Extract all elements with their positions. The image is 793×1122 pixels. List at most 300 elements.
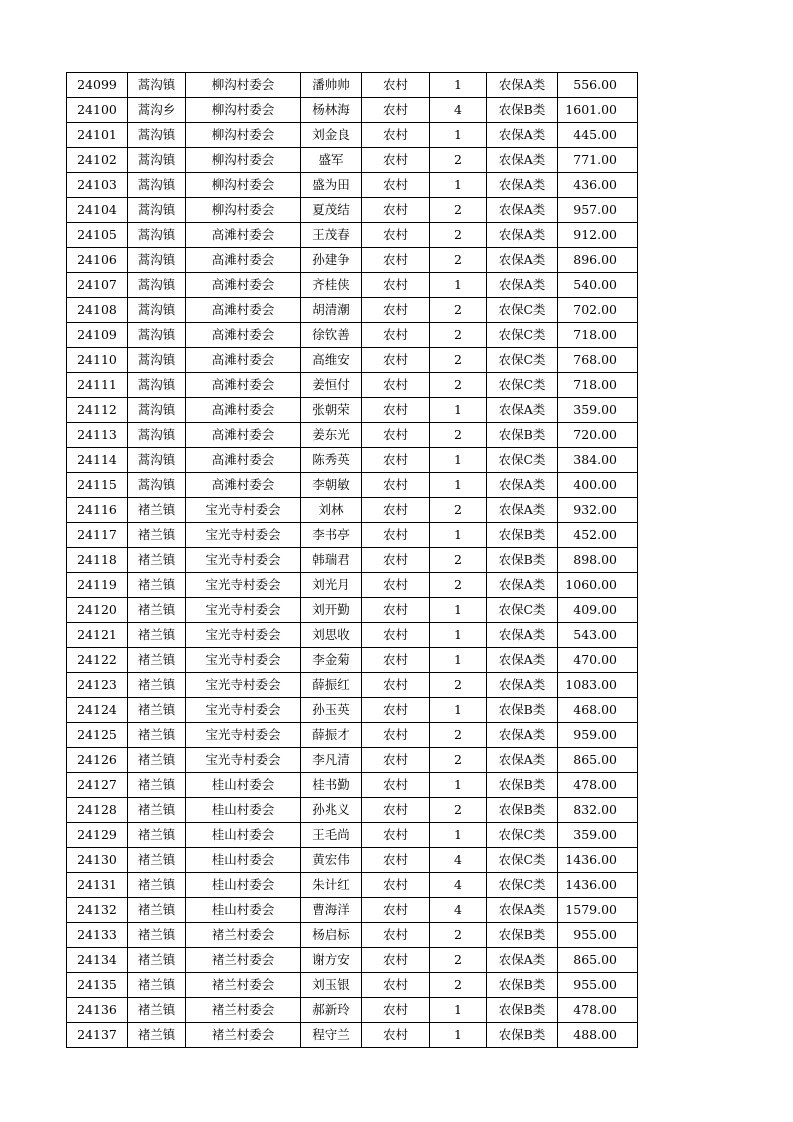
household-type-cell: 农村 <box>362 398 430 423</box>
insurance-category-cell: 农保C类 <box>487 348 558 373</box>
person-name-cell: 刘玉银 <box>301 973 362 998</box>
member-count-cell: 1 <box>430 773 487 798</box>
table-row <box>67 523 638 548</box>
member-count-cell: 4 <box>430 98 487 123</box>
table-row <box>67 273 638 298</box>
member-count-cell: 1 <box>430 648 487 673</box>
town-cell: 褚兰镇 <box>128 523 186 548</box>
record-id-cell: 24116 <box>67 498 128 523</box>
person-name-cell: 张朝荣 <box>301 398 362 423</box>
insurance-category-cell: 农保C类 <box>487 373 558 398</box>
village-committee-cell: 宝光寺村委会 <box>186 548 301 573</box>
household-type-cell: 农村 <box>362 423 430 448</box>
person-name-cell: 孙玉英 <box>301 698 362 723</box>
record-id-cell: 24113 <box>67 423 128 448</box>
village-committee-cell: 宝光寺村委会 <box>186 648 301 673</box>
amount-cell: 912.00 <box>558 223 638 248</box>
member-count-cell: 1 <box>430 123 487 148</box>
insurance-category-cell: 农保B类 <box>487 998 558 1023</box>
town-cell: 蒿沟镇 <box>128 173 186 198</box>
amount-cell: 470.00 <box>558 648 638 673</box>
insurance-category-cell: 农保B类 <box>487 523 558 548</box>
record-id-cell: 24120 <box>67 598 128 623</box>
table-row <box>67 248 638 273</box>
town-cell: 蒿沟镇 <box>128 323 186 348</box>
record-id-cell: 24119 <box>67 573 128 598</box>
table-row <box>67 473 638 498</box>
household-type-cell: 农村 <box>362 273 430 298</box>
household-type-cell: 农村 <box>362 723 430 748</box>
table-row <box>67 98 638 123</box>
village-committee-cell: 褚兰村委会 <box>186 998 301 1023</box>
amount-cell: 932.00 <box>558 498 638 523</box>
member-count-cell: 1 <box>430 523 487 548</box>
insurance-category-cell: 农保C类 <box>487 323 558 348</box>
village-committee-cell: 桂山村委会 <box>186 798 301 823</box>
amount-cell: 384.00 <box>558 448 638 473</box>
table-row <box>67 573 638 598</box>
household-type-cell: 农村 <box>362 123 430 148</box>
amount-cell: 452.00 <box>558 523 638 548</box>
village-committee-cell: 高滩村委会 <box>186 348 301 373</box>
amount-cell: 957.00 <box>558 198 638 223</box>
household-type-cell: 农村 <box>362 948 430 973</box>
record-id-cell: 24125 <box>67 723 128 748</box>
household-type-cell: 农村 <box>362 748 430 773</box>
person-name-cell: 潘帅帅 <box>301 73 362 98</box>
village-committee-cell: 柳沟村委会 <box>186 73 301 98</box>
table-row <box>67 373 638 398</box>
member-count-cell: 2 <box>430 948 487 973</box>
table-row <box>67 948 638 973</box>
town-cell: 蒿沟镇 <box>128 123 186 148</box>
village-committee-cell: 宝光寺村委会 <box>186 523 301 548</box>
town-cell: 蒿沟镇 <box>128 448 186 473</box>
household-type-cell: 农村 <box>362 498 430 523</box>
village-committee-cell: 宝光寺村委会 <box>186 748 301 773</box>
town-cell: 蒿沟镇 <box>128 248 186 273</box>
amount-cell: 718.00 <box>558 323 638 348</box>
insurance-category-cell: 农保C类 <box>487 823 558 848</box>
member-count-cell: 2 <box>430 423 487 448</box>
member-count-cell: 1 <box>430 398 487 423</box>
amount-cell: 436.00 <box>558 173 638 198</box>
table-row <box>67 873 638 898</box>
insurance-category-cell: 农保C类 <box>487 298 558 323</box>
insurance-category-cell: 农保A类 <box>487 648 558 673</box>
record-id-cell: 24110 <box>67 348 128 373</box>
amount-cell: 1579.00 <box>558 898 638 923</box>
person-name-cell: 盛军 <box>301 148 362 173</box>
town-cell: 蒿沟镇 <box>128 373 186 398</box>
amount-cell: 896.00 <box>558 248 638 273</box>
insurance-category-cell: 农保B类 <box>487 923 558 948</box>
person-name-cell: 李朝敏 <box>301 473 362 498</box>
table-row <box>67 973 638 998</box>
household-type-cell: 农村 <box>362 523 430 548</box>
table-row <box>67 348 638 373</box>
member-count-cell: 1 <box>430 173 487 198</box>
household-type-cell: 农村 <box>362 248 430 273</box>
insurance-category-cell: 农保A类 <box>487 273 558 298</box>
town-cell: 褚兰镇 <box>128 723 186 748</box>
amount-cell: 718.00 <box>558 373 638 398</box>
member-count-cell: 1 <box>430 623 487 648</box>
insurance-category-cell: 农保B类 <box>487 798 558 823</box>
village-committee-cell: 褚兰村委会 <box>186 973 301 998</box>
amount-cell: 865.00 <box>558 748 638 773</box>
amount-cell: 359.00 <box>558 398 638 423</box>
insurance-category-cell: 农保A类 <box>487 473 558 498</box>
person-name-cell: 盛为田 <box>301 173 362 198</box>
person-name-cell: 李凡清 <box>301 748 362 773</box>
person-name-cell: 胡清潮 <box>301 298 362 323</box>
person-name-cell: 郝新玲 <box>301 998 362 1023</box>
village-committee-cell: 宝光寺村委会 <box>186 623 301 648</box>
amount-cell: 1083.00 <box>558 673 638 698</box>
table-row <box>67 498 638 523</box>
member-count-cell: 2 <box>430 748 487 773</box>
table-row <box>67 223 638 248</box>
record-id-cell: 24121 <box>67 623 128 648</box>
village-committee-cell: 宝光寺村委会 <box>186 698 301 723</box>
amount-cell: 1436.00 <box>558 848 638 873</box>
person-name-cell: 齐桂侠 <box>301 273 362 298</box>
household-type-cell: 农村 <box>362 223 430 248</box>
amount-cell: 540.00 <box>558 273 638 298</box>
table-row <box>67 898 638 923</box>
village-committee-cell: 桂山村委会 <box>186 823 301 848</box>
insurance-category-cell: 农保B类 <box>487 548 558 573</box>
member-count-cell: 2 <box>430 923 487 948</box>
member-count-cell: 2 <box>430 298 487 323</box>
town-cell: 褚兰镇 <box>128 648 186 673</box>
person-name-cell: 孙兆义 <box>301 798 362 823</box>
village-committee-cell: 褚兰村委会 <box>186 923 301 948</box>
record-id-cell: 24106 <box>67 248 128 273</box>
record-id-cell: 24105 <box>67 223 128 248</box>
member-count-cell: 1 <box>430 998 487 1023</box>
record-id-cell: 24100 <box>67 98 128 123</box>
member-count-cell: 2 <box>430 223 487 248</box>
person-name-cell: 刘光月 <box>301 573 362 598</box>
member-count-cell: 2 <box>430 723 487 748</box>
insurance-category-cell: 农保C类 <box>487 448 558 473</box>
village-committee-cell: 柳沟村委会 <box>186 173 301 198</box>
insurance-category-cell: 农保C类 <box>487 873 558 898</box>
table-row <box>67 423 638 448</box>
member-count-cell: 4 <box>430 848 487 873</box>
town-cell: 蒿沟镇 <box>128 223 186 248</box>
village-committee-cell: 桂山村委会 <box>186 898 301 923</box>
household-type-cell: 农村 <box>362 298 430 323</box>
village-committee-cell: 高滩村委会 <box>186 298 301 323</box>
amount-cell: 898.00 <box>558 548 638 573</box>
insurance-category-cell: 农保A类 <box>487 573 558 598</box>
amount-cell: 445.00 <box>558 123 638 148</box>
insurance-category-cell: 农保A类 <box>487 723 558 748</box>
town-cell: 蒿沟镇 <box>128 148 186 173</box>
table-row <box>67 198 638 223</box>
record-id-cell: 24137 <box>67 1023 128 1048</box>
village-committee-cell: 高滩村委会 <box>186 323 301 348</box>
insurance-category-cell: 农保A类 <box>487 73 558 98</box>
town-cell: 褚兰镇 <box>128 548 186 573</box>
record-id-cell: 24132 <box>67 898 128 923</box>
data-table <box>66 72 638 1048</box>
household-type-cell: 农村 <box>362 973 430 998</box>
town-cell: 褚兰镇 <box>128 848 186 873</box>
amount-cell: 556.00 <box>558 73 638 98</box>
household-type-cell: 农村 <box>362 873 430 898</box>
town-cell: 褚兰镇 <box>128 923 186 948</box>
table-row <box>67 923 638 948</box>
member-count-cell: 4 <box>430 898 487 923</box>
table-row <box>67 598 638 623</box>
record-id-cell: 24133 <box>67 923 128 948</box>
person-name-cell: 姜东光 <box>301 423 362 448</box>
record-id-cell: 24114 <box>67 448 128 473</box>
insurance-category-cell: 农保B类 <box>487 98 558 123</box>
person-name-cell: 谢方安 <box>301 948 362 973</box>
village-committee-cell: 高滩村委会 <box>186 373 301 398</box>
town-cell: 蒿沟镇 <box>128 473 186 498</box>
household-type-cell: 农村 <box>362 773 430 798</box>
town-cell: 蒿沟镇 <box>128 398 186 423</box>
household-type-cell: 农村 <box>362 698 430 723</box>
table-row <box>67 123 638 148</box>
record-id-cell: 24127 <box>67 773 128 798</box>
record-id-cell: 24111 <box>67 373 128 398</box>
member-count-cell: 1 <box>430 273 487 298</box>
insurance-category-cell: 农保A类 <box>487 223 558 248</box>
amount-cell: 720.00 <box>558 423 638 448</box>
table-row <box>67 648 638 673</box>
household-type-cell: 农村 <box>362 73 430 98</box>
household-type-cell: 农村 <box>362 173 430 198</box>
table-row <box>67 148 638 173</box>
household-type-cell: 农村 <box>362 323 430 348</box>
amount-cell: 768.00 <box>558 348 638 373</box>
member-count-cell: 1 <box>430 73 487 98</box>
amount-cell: 478.00 <box>558 998 638 1023</box>
member-count-cell: 2 <box>430 148 487 173</box>
town-cell: 褚兰镇 <box>128 623 186 648</box>
town-cell: 蒿沟镇 <box>128 73 186 98</box>
member-count-cell: 2 <box>430 573 487 598</box>
record-id-cell: 24117 <box>67 523 128 548</box>
person-name-cell: 程守兰 <box>301 1023 362 1048</box>
record-id-cell: 24129 <box>67 823 128 848</box>
village-committee-cell: 宝光寺村委会 <box>186 673 301 698</box>
table-row <box>67 623 638 648</box>
record-id-cell: 24134 <box>67 948 128 973</box>
table-row <box>67 748 638 773</box>
amount-cell: 468.00 <box>558 698 638 723</box>
person-name-cell: 姜恒付 <box>301 373 362 398</box>
record-id-cell: 24103 <box>67 173 128 198</box>
record-id-cell: 24124 <box>67 698 128 723</box>
member-count-cell: 2 <box>430 323 487 348</box>
village-committee-cell: 柳沟村委会 <box>186 98 301 123</box>
member-count-cell: 4 <box>430 873 487 898</box>
insurance-category-cell: 农保A类 <box>487 623 558 648</box>
member-count-cell: 2 <box>430 548 487 573</box>
member-count-cell: 2 <box>430 798 487 823</box>
household-type-cell: 农村 <box>362 898 430 923</box>
person-name-cell: 刘开勤 <box>301 598 362 623</box>
table-row <box>67 73 638 98</box>
village-committee-cell: 高滩村委会 <box>186 423 301 448</box>
table-row <box>67 673 638 698</box>
insurance-category-cell: 农保A类 <box>487 398 558 423</box>
table-row <box>67 298 638 323</box>
town-cell: 褚兰镇 <box>128 873 186 898</box>
village-committee-cell: 桂山村委会 <box>186 848 301 873</box>
person-name-cell: 王茂春 <box>301 223 362 248</box>
person-name-cell: 孙建争 <box>301 248 362 273</box>
amount-cell: 1436.00 <box>558 873 638 898</box>
person-name-cell: 王毛尚 <box>301 823 362 848</box>
village-committee-cell: 高滩村委会 <box>186 473 301 498</box>
town-cell: 蒿沟镇 <box>128 298 186 323</box>
town-cell: 褚兰镇 <box>128 898 186 923</box>
table-row <box>67 798 638 823</box>
record-id-cell: 24104 <box>67 198 128 223</box>
table-row <box>67 698 638 723</box>
record-id-cell: 24102 <box>67 148 128 173</box>
amount-cell: 702.00 <box>558 298 638 323</box>
amount-cell: 832.00 <box>558 798 638 823</box>
household-type-cell: 农村 <box>362 823 430 848</box>
insurance-category-cell: 农保B类 <box>487 773 558 798</box>
village-committee-cell: 宝光寺村委会 <box>186 573 301 598</box>
amount-cell: 865.00 <box>558 948 638 973</box>
record-id-cell: 24131 <box>67 873 128 898</box>
member-count-cell: 2 <box>430 198 487 223</box>
household-type-cell: 农村 <box>362 373 430 398</box>
table-row <box>67 848 638 873</box>
town-cell: 褚兰镇 <box>128 573 186 598</box>
amount-cell: 1601.00 <box>558 98 638 123</box>
person-name-cell: 杨林海 <box>301 98 362 123</box>
town-cell: 褚兰镇 <box>128 798 186 823</box>
town-cell: 蒿沟乡 <box>128 98 186 123</box>
town-cell: 褚兰镇 <box>128 998 186 1023</box>
insurance-category-cell: 农保A类 <box>487 498 558 523</box>
insurance-category-cell: 农保B类 <box>487 423 558 448</box>
household-type-cell: 农村 <box>362 598 430 623</box>
amount-cell: 955.00 <box>558 973 638 998</box>
household-type-cell: 农村 <box>362 673 430 698</box>
insurance-category-cell: 农保A类 <box>487 173 558 198</box>
household-type-cell: 农村 <box>362 448 430 473</box>
village-committee-cell: 柳沟村委会 <box>186 198 301 223</box>
household-type-cell: 农村 <box>362 623 430 648</box>
person-name-cell: 桂书勤 <box>301 773 362 798</box>
person-name-cell: 韩瑞君 <box>301 548 362 573</box>
village-committee-cell: 高滩村委会 <box>186 248 301 273</box>
town-cell: 蒿沟镇 <box>128 273 186 298</box>
town-cell: 褚兰镇 <box>128 698 186 723</box>
record-id-cell: 24099 <box>67 73 128 98</box>
village-committee-cell: 桂山村委会 <box>186 773 301 798</box>
member-count-cell: 2 <box>430 373 487 398</box>
insurance-category-cell: 农保A类 <box>487 123 558 148</box>
record-id-cell: 24107 <box>67 273 128 298</box>
amount-cell: 959.00 <box>558 723 638 748</box>
record-id-cell: 24128 <box>67 798 128 823</box>
record-id-cell: 24135 <box>67 973 128 998</box>
household-type-cell: 农村 <box>362 848 430 873</box>
village-committee-cell: 柳沟村委会 <box>186 123 301 148</box>
town-cell: 褚兰镇 <box>128 748 186 773</box>
household-type-cell: 农村 <box>362 1023 430 1048</box>
insurance-category-cell: 农保A类 <box>487 198 558 223</box>
member-count-cell: 2 <box>430 673 487 698</box>
town-cell: 褚兰镇 <box>128 948 186 973</box>
person-name-cell: 刘金良 <box>301 123 362 148</box>
household-type-cell: 农村 <box>362 923 430 948</box>
amount-cell: 488.00 <box>558 1023 638 1048</box>
person-name-cell: 薛振才 <box>301 723 362 748</box>
village-committee-cell: 宝光寺村委会 <box>186 598 301 623</box>
member-count-cell: 2 <box>430 973 487 998</box>
household-type-cell: 农村 <box>362 798 430 823</box>
town-cell: 蒿沟镇 <box>128 198 186 223</box>
town-cell: 蒿沟镇 <box>128 423 186 448</box>
amount-cell: 771.00 <box>558 148 638 173</box>
insurance-category-cell: 农保A类 <box>487 748 558 773</box>
household-type-cell: 农村 <box>362 548 430 573</box>
member-count-cell: 1 <box>430 598 487 623</box>
village-committee-cell: 柳沟村委会 <box>186 148 301 173</box>
record-id-cell: 24109 <box>67 323 128 348</box>
insurance-category-cell: 农保A类 <box>487 248 558 273</box>
member-count-cell: 1 <box>430 698 487 723</box>
person-name-cell: 杨启标 <box>301 923 362 948</box>
person-name-cell: 刘思收 <box>301 623 362 648</box>
table-row <box>67 1023 638 1048</box>
insurance-category-cell: 农保B类 <box>487 698 558 723</box>
town-cell: 褚兰镇 <box>128 973 186 998</box>
insurance-category-cell: 农保C类 <box>487 848 558 873</box>
amount-cell: 478.00 <box>558 773 638 798</box>
amount-cell: 359.00 <box>558 823 638 848</box>
household-type-cell: 农村 <box>362 473 430 498</box>
member-count-cell: 2 <box>430 498 487 523</box>
amount-cell: 955.00 <box>558 923 638 948</box>
person-name-cell: 高维安 <box>301 348 362 373</box>
household-type-cell: 农村 <box>362 348 430 373</box>
person-name-cell: 陈秀英 <box>301 448 362 473</box>
table-body <box>67 73 638 1048</box>
table-row <box>67 998 638 1023</box>
insurance-category-cell: 农保B类 <box>487 973 558 998</box>
person-name-cell: 朱计红 <box>301 873 362 898</box>
person-name-cell: 徐钦善 <box>301 323 362 348</box>
member-count-cell: 1 <box>430 448 487 473</box>
village-committee-cell: 高滩村委会 <box>186 398 301 423</box>
amount-cell: 409.00 <box>558 598 638 623</box>
person-name-cell: 刘林 <box>301 498 362 523</box>
town-cell: 褚兰镇 <box>128 673 186 698</box>
town-cell: 褚兰镇 <box>128 598 186 623</box>
record-id-cell: 24112 <box>67 398 128 423</box>
table-row <box>67 823 638 848</box>
amount-cell: 400.00 <box>558 473 638 498</box>
record-id-cell: 24126 <box>67 748 128 773</box>
